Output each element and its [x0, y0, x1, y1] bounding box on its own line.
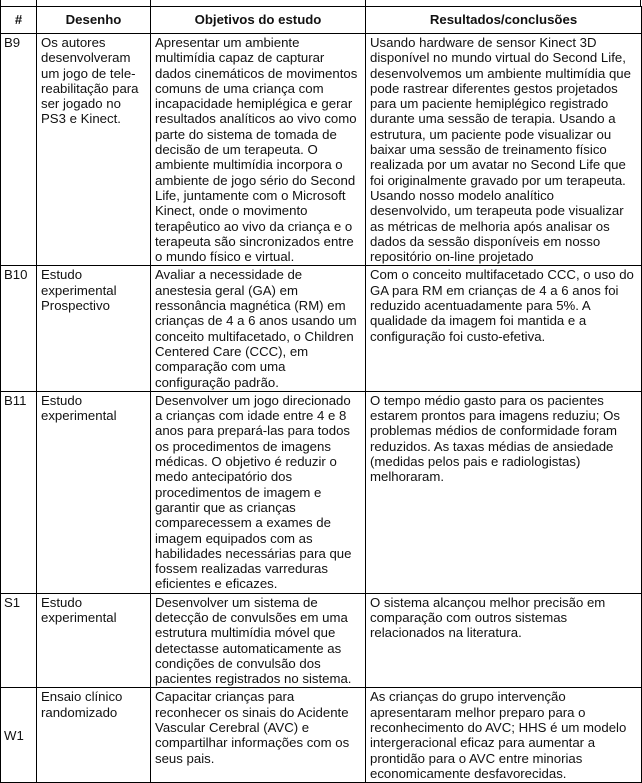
- cell-design: Estudo experimental: [37, 391, 151, 593]
- cell-results: Com o conceito multifacetado CCC, o uso do GA para RM em crianças de 4 a 6 anos foi reduzido acentuadamente para 5%. A qualidade da imagem foi mantida e a configuração foi custo-efetiva.: [366, 266, 642, 391]
- cell-id: W1: [1, 688, 37, 783]
- cell-objectives: Apresentar um ambiente multimídia capaz de capturar dados cinemáticos de movimentos comuns de uma criança com incapacidade hemiplégica e gerar resultados analíticos ao vivo como parte do sistema de tomada de decisão de um terapeuta. O ambiente multimídia incorpora o ambiente de jogo sério do Second Life, juntamente com o Microsoft Kinect, onde o movimento terapêutico ao vivo da criança e o terapeuta são sincronizados entre o mundo físico e virtual.: [151, 34, 366, 266]
- cell-design: Estudo experimental: [37, 593, 151, 688]
- cell-id: B9: [1, 34, 37, 266]
- header-id: #: [1, 7, 37, 34]
- cell-objectives: Desenvolver um sistema de detecção de convulsões em uma estrutura multimídia móvel que detectasse automaticamente as condições de convulsão dos pacientes registrados no sistema.: [151, 593, 366, 688]
- table-row: [1, 688, 642, 783]
- cell-design: Os autores desenvolveram um jogo de tele-reabilitação para ser jogado no PS3 e Kinect.: [37, 34, 151, 266]
- header-design: Desenho: [37, 7, 151, 34]
- header-results: Resultados/conclusões: [366, 7, 642, 34]
- cell-id: B11: [1, 391, 37, 593]
- cell-objectives: Desenvolver um jogo direcionado a crianças com idade entre 4 e 8 anos para prepará-las para todos os procedimentos de imagens médicas. O objetivo é reduzir o medo antecipatório dos procedimentos de imagem e garantir que as crianças comparecessem a exames de imagem equipados com as habilidades necessárias para que fossem realizadas varreduras eficientes e eficazes.: [151, 391, 366, 593]
- cell-objectives: Avaliar a necessidade de anestesia geral (GA) em ressonância magnética (RM) em crianças de 4 a 6 anos usando um conceito multifacetado, o Children Centered Care (CCC), em comparação com uma configuração padrão.: [151, 266, 366, 391]
- studies-table: [0, 6, 642, 783]
- cell-results: Usando hardware de sensor Kinect 3D disponível no mundo virtual do Second Life, desenvolvemos um ambiente multimídia que pode rastrear diferentes gestos projetados para um paciente hemiplégico registrado durante uma sessão de terapia. Usando a estrutura, um paciente pode visualizar ou baixar uma sessão de treinamento físico realizada por um avatar no Second Life que foi originalmente gravado por um terapeuta. Usando nosso modelo analítico desenvolvido, um terapeuta pode visualizar as métricas de melhoria após analisar os dados da sessão disponíveis em nosso repositório on-line projetado: [366, 34, 642, 266]
- cell-id: B10: [1, 266, 37, 391]
- cell-id: S1: [1, 593, 37, 688]
- table-row: [1, 593, 642, 688]
- cell-results: O tempo médio gasto para os pacientes estarem prontos para imagens reduziu; Os problemas médios de conformidade foram reduzidos. As taxas médias de ansiedade (medidas pelos pais e radiologistas) melhoraram.: [366, 391, 642, 593]
- table-row: [1, 266, 642, 391]
- header-row: [1, 7, 642, 34]
- cell-design: Estudo experimental Prospectivo: [37, 266, 151, 391]
- cell-objectives: Capacitar crianças para reconhecer os sinais do Acidente Vascular Cerebral (AVC) e compartilhar informações com os seus pais.: [151, 688, 366, 783]
- cell-design: Ensaio clínico randomizado: [37, 688, 151, 783]
- table-row: [1, 34, 642, 266]
- header-objectives: Objetivos do estudo: [151, 7, 366, 34]
- table-row: [1, 391, 642, 593]
- cell-results: As crianças do grupo intervenção apresentaram melhor preparo para o reconhecimento do AVC; HHS é um modelo intergeracional eficaz para aumentar a prontidão para o AVC entre minorias economicamente desfavorecidas.: [366, 688, 642, 783]
- cell-results: O sistema alcançou melhor precisão em comparação com outros sistemas relacionados na literatura.: [366, 593, 642, 688]
